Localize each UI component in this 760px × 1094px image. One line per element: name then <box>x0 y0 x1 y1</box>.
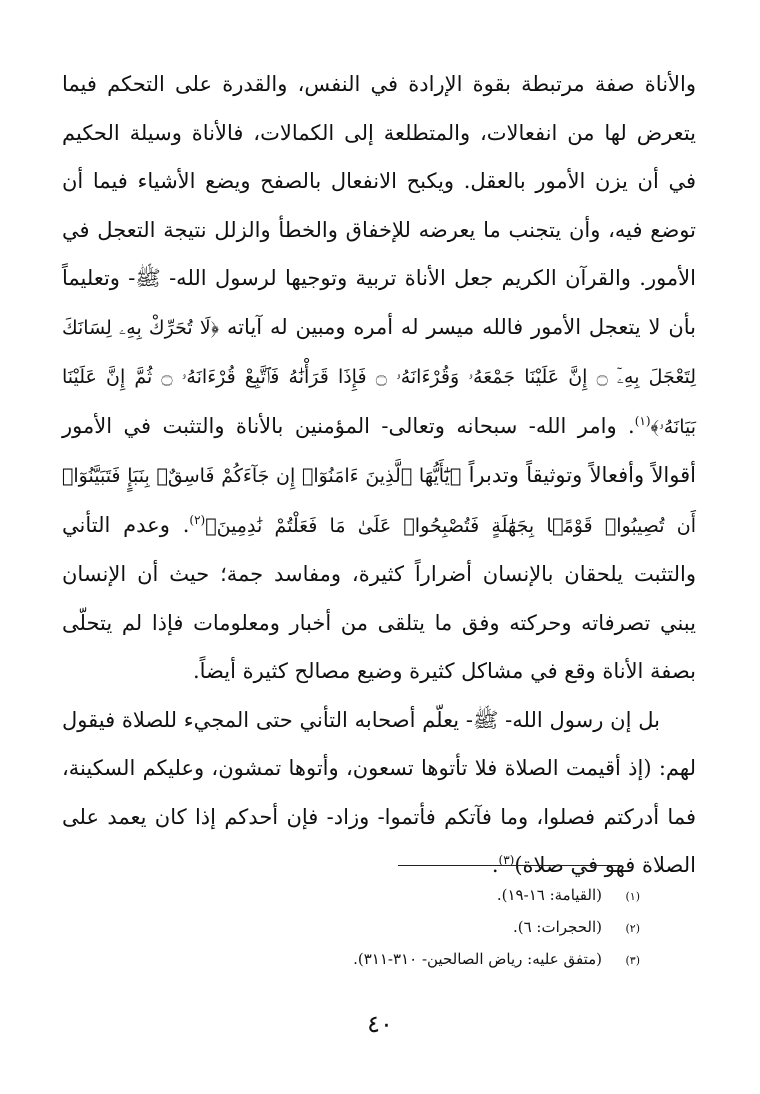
footnote-number: (٢) <box>625 922 640 935</box>
text-segment: . وعدم التأني والتثبت يلحقان بالإنسان أضراراً كثيرة، ومفاسد جمة؛ حيث أن الإنسان يبني تصرفاته وحركته وفق ما يتلقى من أخبار ومعلومات فإذا لم يتحلّى بصفة الأناة وقع في مشاكل كثيرة وضيع مصالح كثيرة أيضاً. <box>62 512 696 683</box>
footnote-separator <box>398 865 620 866</box>
footnote-text: (متفق عليه: رياض الصالحين- ٣١٠-٣١١). <box>353 950 602 968</box>
paragraph-2 <box>62 696 696 890</box>
footnote-ref-2: (٢) <box>189 512 206 527</box>
footnotes <box>140 880 640 976</box>
footnote-number: (٣) <box>625 954 640 967</box>
text-segment: والأناة صفة مرتبطة بقوة الإرادة في النفس، والقدرة على التحكم فيما يتعرض لها من انفعالات، والمتطلعة إلى الكمالات، فالأناة وسيلة الحكيم في أن يزن الأمور بالعقل. ويكبح الانفعال بالصفح ويضع الأشياء فيما أن توضع فيه، وأن يتجنب ما يعرضه للإخفاق والخطأ والزلل نتيجة التعجل في الأمور. والقرآن الكريم جعل الأناة تربية وتوجيها لرسول الله- ﷺ- وتعليماً بأن لا يتعجل الأمور فالله ميسر له أمره ومبين له آياته <box>62 72 696 339</box>
footnote-number: (١) <box>625 890 640 903</box>
footnote-ref-1: (١) <box>634 413 651 428</box>
footnote-item <box>140 880 640 912</box>
quran-verse-hujurat: ﴿يَٰٓأَيُّهَا ٱلَّذِينَ ءَامَنُوٓا۟ إِن جَآءَكُمْ فَاسِقٌۢ بِنَبَإٍ فَتَبَيَّنُوٓا۟ أَن تُصِيبُوا۟ قَوْمًۢا بِجَهَٰلَةٍ فَتُصْبِحُوا۟ عَلَىٰ مَا فَعَلْتُمْ نَٰدِمِينَ﴾ <box>62 465 697 537</box>
footnote-text: (القيامة: ١٦-١٩). <box>496 886 602 904</box>
text-segment: . <box>491 853 499 877</box>
text-segment: . وامر الله- سبحانه وتعالى- المؤمنين بالأناة والتثبت في الأمور أقوالاً وأفعالاً وتوثيقاً وتدبراً <box>62 413 696 487</box>
text-segment: بل إن رسول الله- ﷺ- يعلّم أصحابه التأني حتى المجيء للصلاة فيقول لهم: (إذ أقيمت الصلاة فلا تأتوها تسعون، وأتوها تمشون، وعليكم السكينة، فما أدركتم فصلوا، وما فآتكم فأتموا- وزاد- فإن أحدكم إذا كان يعمد على الصلاة فهو في صلاة) <box>62 707 696 877</box>
main-text <box>62 60 696 890</box>
page-number: ٤٠ <box>367 1010 393 1038</box>
footnote-text: (الحجرات: ٦). <box>512 918 602 936</box>
footnote-item <box>140 912 640 944</box>
paragraph-1 <box>62 60 696 696</box>
footnote-ref-3: (٣) <box>498 853 515 867</box>
quran-verse-qiyamah: ﴿لَا تُحَرِّكْ بِهِۦ لِسَانَكَ لِتَعْجَلَ بِهِۦٓ ۝ إِنَّ عَلَيْنَا جَمْعَهُۥ وَقُرْءَانَهُۥ ۝ فَإِذَا قَرَأْنَٰهُ فَٱتَّبِعْ قُرْءَانَهُۥ ۝ ثُمَّ إِنَّ عَلَيْنَا بَيَانَهُۥ﴾ <box>62 316 697 438</box>
footnote-item <box>140 944 640 976</box>
